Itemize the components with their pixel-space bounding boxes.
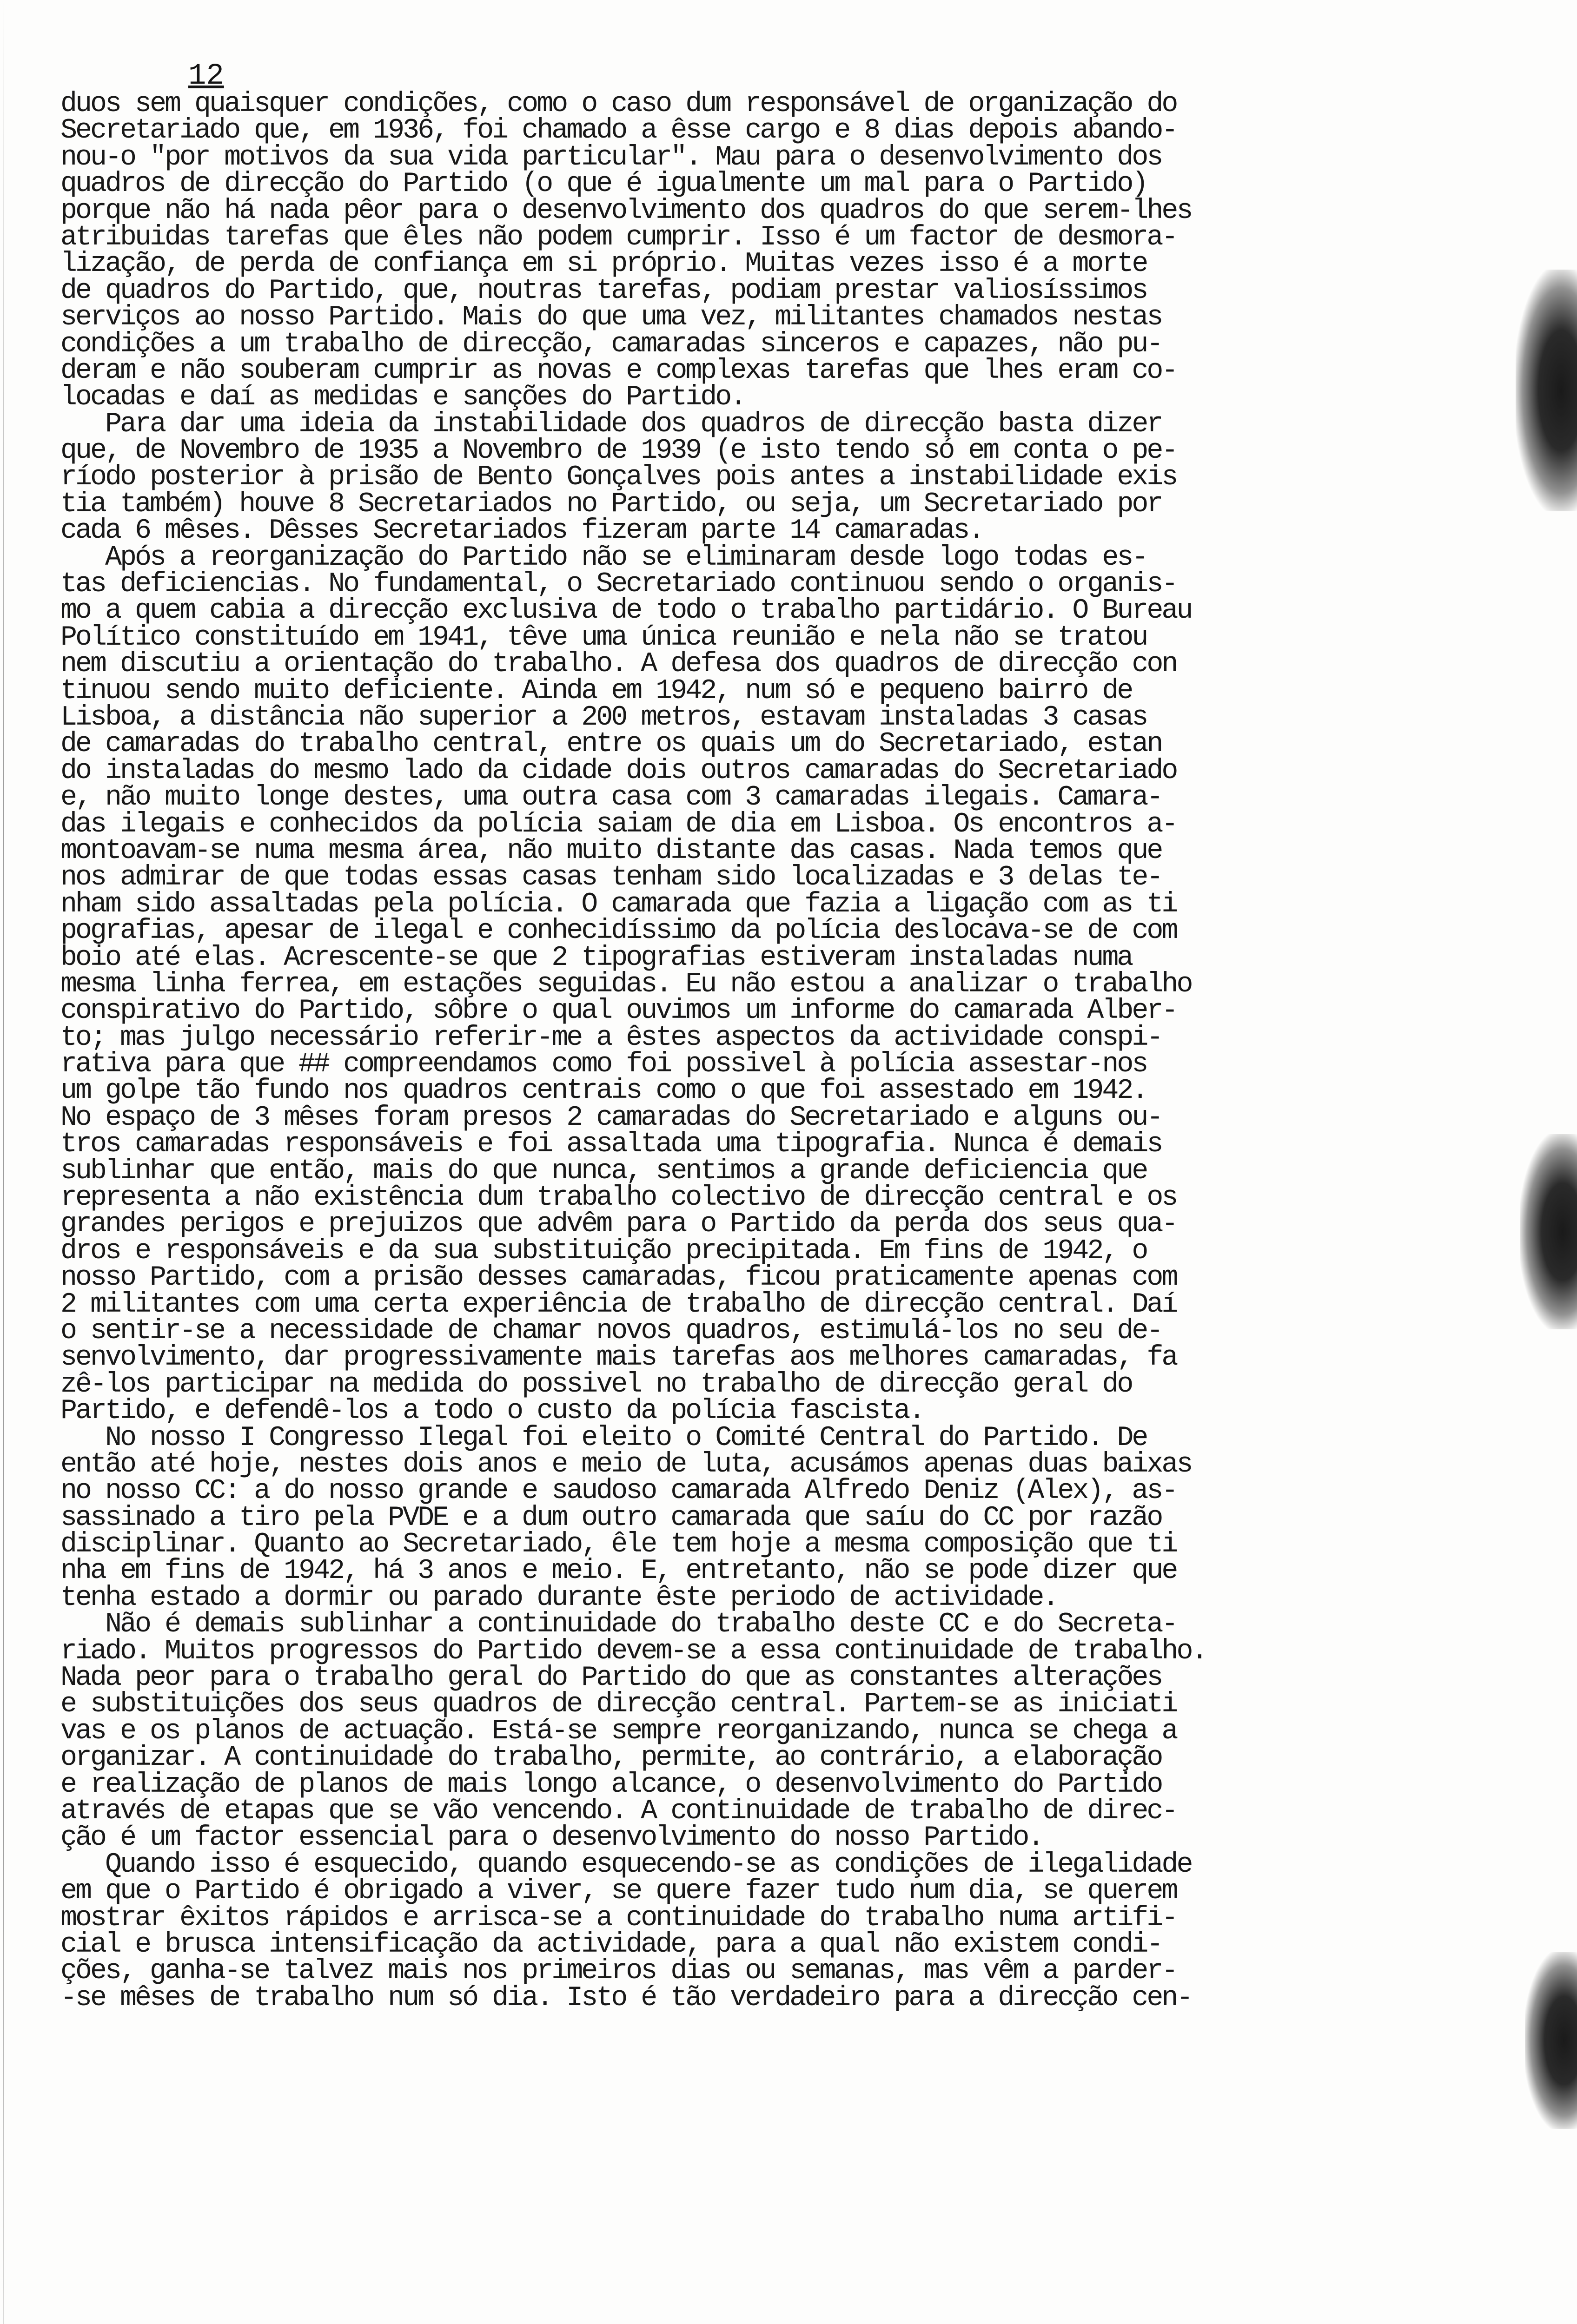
text-line: Para dar uma ideia da instabilidade dos quadros de direcção basta dizer [60,408,1162,440]
text-line: cial e brusca intensificação da actividade, para a qual não existem condi- [60,1928,1162,1961]
text-line: de camaradas do trabalho central, entre os quais um do Secretariado, estan [60,728,1162,760]
text-line: -se mêses de trabalho num só dia. Isto é tão verdadeiro para a direcção cen- [60,1982,1192,2014]
text-line: mo a quem cabia a direcção exclusiva de todo o trabalho partidário. O Bureau [60,595,1192,627]
text-line: tas deficiencias. No fundamental, o Secretariado continuou sendo o organis- [60,568,1177,601]
text-line: disciplinar. Quanto ao Secretariado, êle tem hoje a mesma composição que ti [60,1529,1177,1561]
text-line: nou-o "por motivos da sua vida particular". Mau para o desenvolvimento dos [60,141,1162,173]
text-line: conspirativo do Partido, sôbre o qual ouvimos um informe do camarada Alber- [60,995,1177,1027]
text-line: então até hoje, nestes dois anos e meio de luta, acusámos apenas duas baixas [60,1448,1192,1480]
text-line: Partido, e defendê-los a todo o custo da polícia fascista. [60,1395,924,1427]
text-line: e realização de planos de mais longo alcance, o desenvolvimento do Partido [60,1769,1162,1801]
text-line: serviços ao nosso Partido. Mais do que uma vez, militantes chamados nestas [60,302,1162,334]
text-line: quadros de direcção do Partido (o que é igualmente um mal para o Partido) [60,168,1147,200]
text-line: um golpe tão fundo nos quadros centrais como o que foi assestado em 1942. [60,1075,1147,1107]
text-line: Secretariado que, em 1936, foi chamado a êsse cargo e 8 dias depois abando- [60,115,1177,147]
text-line: nham sido assaltadas pela polícia. O camarada que fazia a ligação com as ti [60,888,1177,920]
text-line: riado. Muitos progressos do Partido devem-se a essa continuidade de trabalho. [60,1635,1206,1667]
text-line: montoavam-se numa mesma área, não muito distante das casas. Nada temos que [60,835,1162,867]
text-line: nha em fins de 1942, há 3 anos e meio. E, entretanto, não se pode dizer que [60,1555,1177,1587]
text-line: ríodo posterior à prisão de Bento Gonçalves pois antes a instabilidade exis [60,462,1177,494]
text-line: cada 6 mêses. Dêsses Secretariados fizeram parte 14 camaradas. [60,515,983,547]
text-line: nem discutiu a orientação do trabalho. A defesa dos quadros de direcção con [60,648,1177,680]
text-line: No espaço de 3 mêses foram presos 2 camaradas do Secretariado e alguns ou- [60,1102,1162,1134]
text-line: representa a não existência dum trabalho colectivo de direcção central e os [60,1182,1177,1214]
page-number: 12 [188,59,224,93]
text-line: atribuidas tarefas que êles não podem cumprir. Isso é um factor de desmora- [60,221,1177,253]
text-line: através de etapas que se vão vencendo. A continuidade de trabalho de direc- [60,1796,1177,1827]
text-line: organizar. A continuidade do trabalho, permite, ao contrário, a elaboração [60,1742,1162,1774]
text-line: Político constituído em 1941, têve uma única reunião e nela não se tratou [60,621,1147,654]
text-line: sassinado a tiro pela PVDE e a dum outro camarada que saíu do CC por razão [60,1502,1162,1534]
text-line: 2 militantes com uma certa experiência de trabalho de direcção central. Daí [60,1288,1177,1320]
text-line: de quadros do Partido, que, noutras tarefas, podiam prestar valiosíssimos [60,275,1147,307]
text-line: No nosso I Congresso Ilegal foi eleito o Comité Central do Partido. De [60,1422,1147,1454]
text-line: das ilegais e conhecidos da polícia saiam de dia em Lisboa. Os encontros a- [60,808,1177,840]
text-line: no nosso CC: a do nosso grande e saudoso camarada Alfredo Deniz (Alex), as- [60,1475,1177,1507]
text-line: grandes perigos e prejuizos que advêm para o Partido da perda dos seus qua- [60,1208,1177,1241]
text-line: Após a reorganização do Partido não se eliminaram desde logo todas es- [60,541,1147,574]
text-line: locadas e daí as medidas e sanções do Partido. [60,382,745,414]
text-line: mesma linha ferrea, em estações seguidas. Eu não estou a analizar o trabalho [60,968,1192,1000]
text-line: Lisboa, a distância não superior a 200 metros, estavam instaladas 3 casas [60,701,1147,733]
text-line: tenha estado a dormir ou parado durante êste periodo de actividade. [60,1582,1058,1614]
text-line: Nada peor para o trabalho geral do Partido do que as constantes alterações [60,1662,1162,1694]
text-line: porque não há nada pêor para o desenvolvimento dos quadros do que serem-lhes [60,195,1192,227]
text-line: dros e responsáveis e da sua substituição precipitada. Em fins de 1942, o [60,1235,1147,1267]
text-line: o sentir-se a necessidade de chamar novos quadros, estimulá-los no seu de- [60,1315,1162,1347]
text-line: tinuou sendo muito deficiente. Ainda em 1942, num só e pequeno bairro de [60,675,1132,707]
text-line: do instaladas do mesmo lado da cidade dois outros camaradas do Secretariado [60,755,1177,787]
scan-ink-bleed [1520,1134,1577,1329]
text-line: tros camaradas responsáveis e foi assaltada uma tipografia. Nunca é demais [60,1129,1162,1161]
text-line: sublinhar que então, mais do que nunca, sentimos a grande deficiencia que [60,1155,1147,1187]
scan-ink-bleed [1525,1952,1577,2129]
text-line: e, não muito longe destes, uma outra casa com 3 camaradas ilegais. Camara- [60,782,1162,814]
body-text [60,88,1483,2014]
text-line: e substituições dos seus quadros de direcção central. Partem-se as iniciati [60,1689,1177,1721]
scan-left-edge [3,0,4,2324]
text-line: Quando isso é esquecido, quando esquecendo-se as condições de ilegalidade [60,1849,1192,1881]
text-line: condições a um trabalho de direcção, camaradas sinceros e capazes, não pu- [60,328,1162,360]
scan-ink-bleed [1516,270,1577,511]
text-line: vas e os planos de actuação. Está-se sempre reorganizando, nunca se chega a [60,1715,1177,1747]
text-line: nos admirar de que todas essas casas tenham sido localizadas e 3 delas te- [60,862,1162,894]
text-line: to; mas julgo necessário referir-me a êstes aspectos da actividade conspi- [60,1022,1162,1054]
text-line: Não é demais sublinhar a continuidade do trabalho deste CC e do Secreta- [60,1609,1177,1641]
text-line: zê-los participar na medida do possivel no trabalho de direcção geral do [60,1368,1132,1400]
text-line: ções, ganha-se talvez mais nos primeiros dias ou semanas, mas vêm a parder- [60,1955,1177,1987]
text-line: deram e não souberam cumprir as novas e complexas tarefas que lhes eram co- [60,355,1177,387]
text-line: duos sem quaisquer condições, como o caso dum responsável de organização do [60,88,1177,120]
text-line: mostrar êxitos rápidos e arrisca-se a continuidade do trabalho numa artifi- [60,1902,1177,1934]
text-line: tia também) houve 8 Secretariados no Partido, ou seja, um Secretariado por [60,488,1162,520]
text-line: ção é um factor essencial para o desenvolvimento do nosso Partido. [60,1822,1043,1854]
text-line: boio até elas. Acrescente-se que 2 tipografias estiveram instaladas numa [60,942,1132,974]
text-line: que, de Novembro de 1935 a Novembro de 1939 (e isto tendo só em conta o pe- [60,435,1177,467]
text-line: em que o Partido é obrigado a viver, se quere fazer tudo num dia, se querem [60,1875,1177,1908]
text-line: lização, de perda de confiança em si próprio. Muitas vezes isso é a morte [60,248,1147,280]
text-line: pografias, apesar de ilegal e conhecidíssimo da polícia deslocava-se de com [60,915,1177,947]
text-line: senvolvimento, dar progressivamente mais tarefas aos melhores camaradas, fa [60,1342,1177,1374]
text-line: rativa para que ## compreendamos como foi possivel à polícia assestar-nos [60,1049,1147,1081]
text-line: nosso Partido, com a prisão desses camaradas, ficou praticamente apenas com [60,1262,1177,1294]
